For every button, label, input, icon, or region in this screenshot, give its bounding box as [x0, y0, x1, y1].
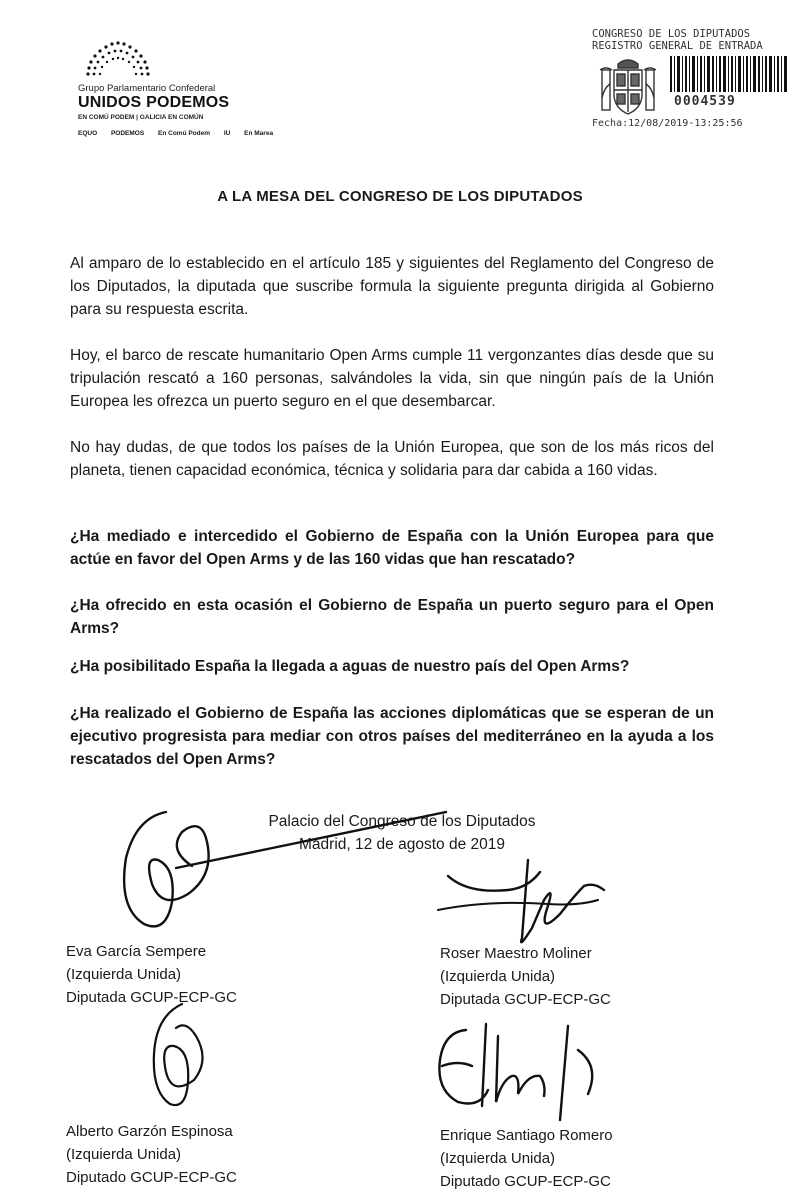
signatory-name: Roser Maestro Moliner	[440, 945, 592, 962]
signatory-role: Diputada GCUP-ECP-GC	[66, 989, 237, 1006]
question: ¿Ha posibilitado España la llegada a aguas de nuestro país del Open Arms?	[70, 658, 630, 675]
signatory-party: (Izquierda Unida)	[66, 966, 182, 983]
logo-group-label: Grupo Parlamentario Confederal	[78, 83, 216, 94]
barcode-icon	[670, 56, 788, 92]
signatory-party: (Izquierda Unida)	[66, 1146, 182, 1163]
registry-date: Fecha:12/08/2019-13:25:56	[592, 118, 743, 129]
signature-3	[136, 996, 216, 1116]
logo-partners	[78, 130, 285, 137]
partner-logo: IU	[223, 130, 231, 137]
signature-2	[428, 842, 628, 952]
signatory-role: Diputado GCUP-ECP-GC	[440, 1173, 611, 1190]
question: ¿Ha ofrecido en esta ocasión el Gobierno de España un puerto seguro para el Open Arms?	[70, 597, 714, 637]
signing-place: Palacio del Congreso de los Diputados	[268, 813, 536, 830]
signing-date: Madrid, 12 de agosto de 2019	[299, 836, 505, 853]
question: ¿Ha realizado el Gobierno de España las acciones diplomáticas que se esperan de un ejecutivo progresista para mediar con otros países del mediterráneo en la ayuda a los rescatados del Open Arms?	[70, 705, 714, 768]
stamp-line-2: REGISTRO GENERAL DE ENTRADA	[592, 40, 763, 52]
partner-logo: En Marea	[244, 130, 274, 137]
paragraph: Al amparo de lo establecido en el artículo 185 y siguientes del Reglamento del Congreso de los Diputados, la diputada que suscribe formula la siguiente pregunta dirigida al Gobierno para su respuesta escrita.	[70, 255, 714, 318]
signatory-block	[440, 942, 611, 1011]
logo-name: UNIDOS PODEMOS	[78, 94, 230, 111]
signature-4	[428, 1010, 618, 1130]
signatory-role: Diputada GCUP-ECP-GC	[440, 991, 611, 1008]
question: ¿Ha mediado e intercedido el Gobierno de España con la Unión Europea para que actúe en favor del Open Arms y de las 160 vidas que han rescatado?	[70, 528, 714, 568]
signature-1	[96, 798, 476, 938]
registry-number: 0004539	[674, 94, 736, 109]
signatory-role: Diputado GCUP-ECP-GC	[66, 1169, 237, 1186]
registry-stamp	[592, 28, 792, 134]
signatory-block	[440, 1124, 613, 1193]
signatory-party: (Izquierda Unida)	[440, 1150, 556, 1167]
stamp-line-1: CONGRESO DE LOS DIPUTADOS	[592, 28, 751, 40]
paragraph: Hoy, el barco de rescate humanitario Open Arms cumple 11 vergonzantes días desde que su tripulación rescató a 160 personas, salvándoles la vida, sin que ningún país de la Unión Europea les ofrezca un puerto seguro en el que desembarcar.	[70, 347, 714, 410]
partner-logo: En Comú Podem	[158, 130, 211, 137]
signatory-name: Enrique Santiago Romero	[440, 1127, 613, 1144]
document-title: A LA MESA DEL CONGRESO DE LOS DIPUTADOS	[217, 188, 583, 205]
signatory-name: Eva García Sempere	[66, 943, 207, 960]
partner-logo: EQUO	[78, 130, 98, 137]
logo-arc-icon	[78, 34, 158, 80]
signatory-block	[66, 1120, 237, 1189]
party-logo	[76, 34, 274, 154]
signatory-name: Alberto Garzón Espinosa	[66, 1123, 233, 1140]
signatory-block	[66, 940, 237, 1009]
coat-of-arms-icon	[596, 54, 660, 120]
logo-subtitle: EN COMÚ PODEM | GALICIA EN COMÚN	[78, 114, 204, 121]
signatory-party: (Izquierda Unida)	[440, 968, 556, 985]
paragraph: No hay dudas, de que todos los países de la Unión Europea, que son de los más ricos del planeta, tienen capacidad económica, técnica y solidaria para dar cabida a 160 vidas.	[70, 439, 714, 479]
partner-logo: PODEMOS	[110, 130, 145, 137]
